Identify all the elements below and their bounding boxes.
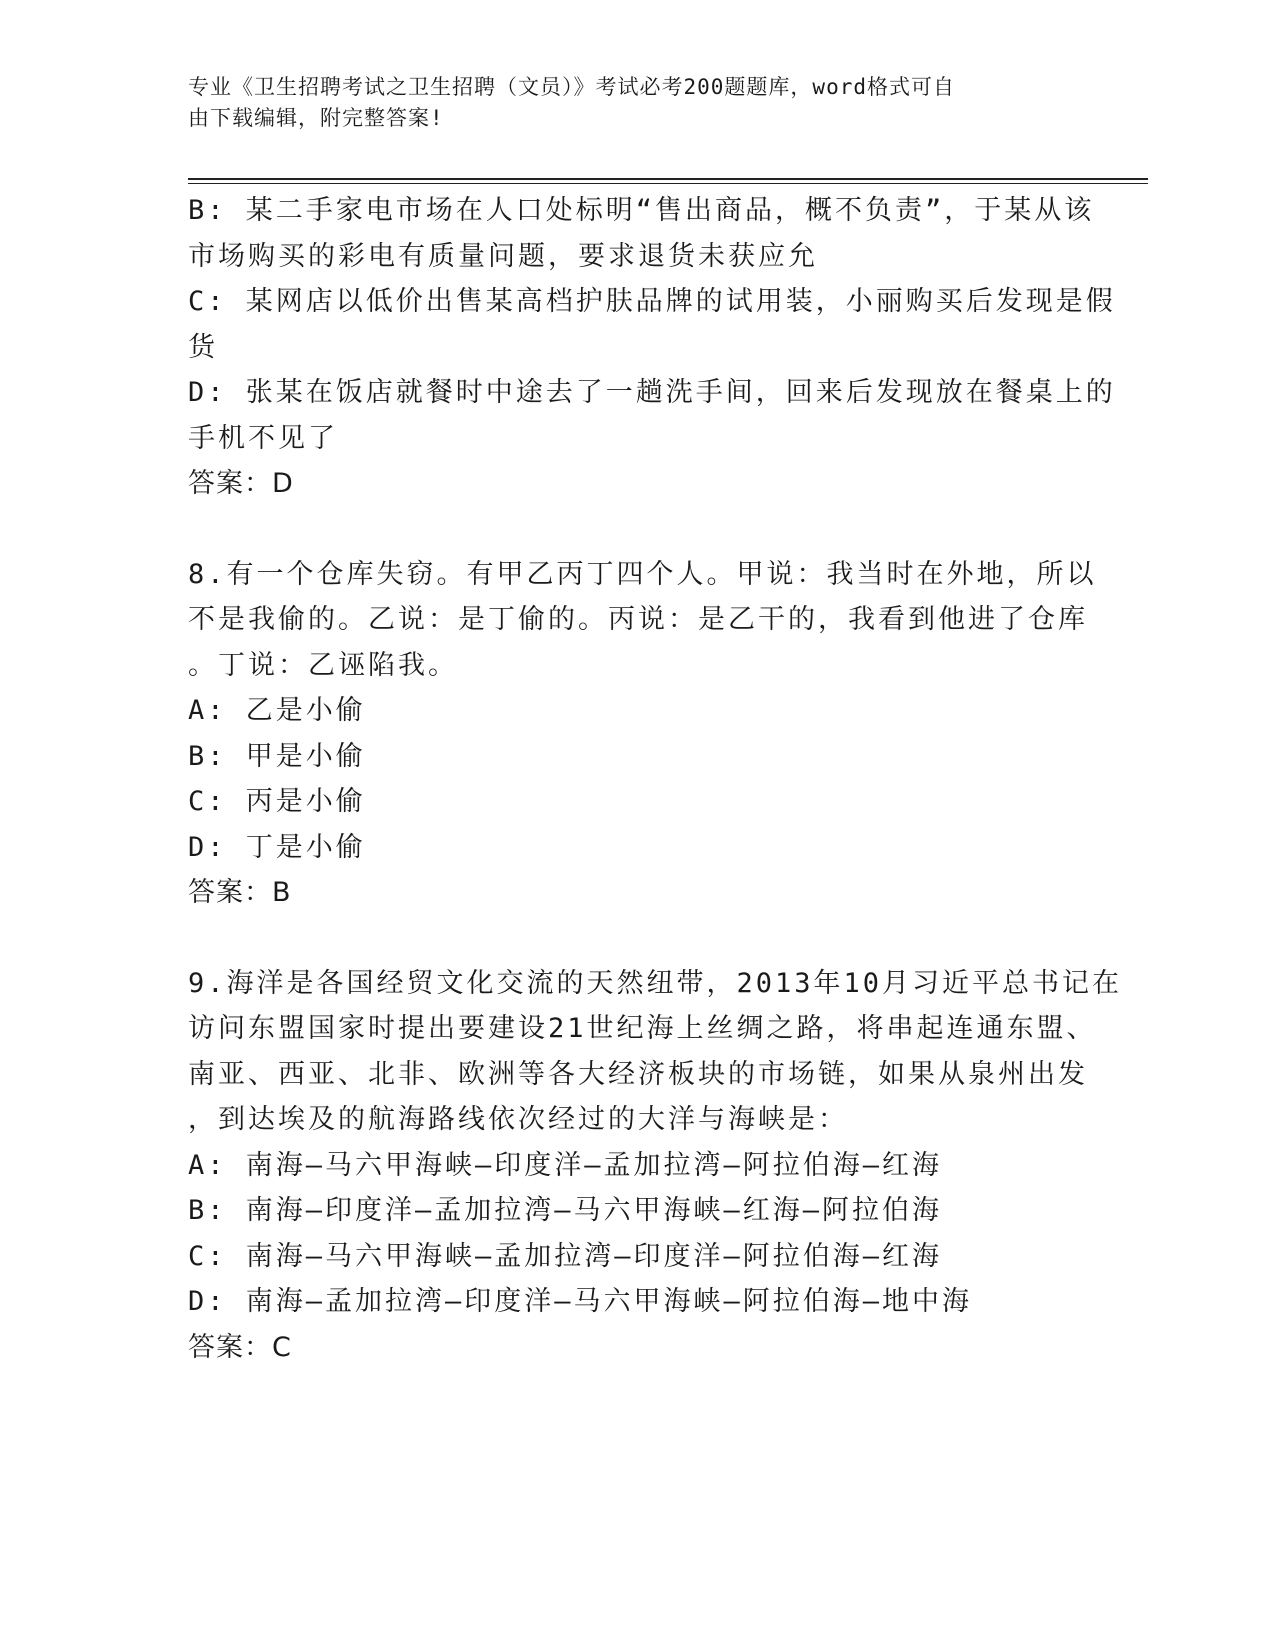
question-8-option-c: C: 丙是小偷 <box>188 786 366 817</box>
question-9-option-d: D: 南海—孟加拉湾—印度洋—马六甲海峡—阿拉伯海—地中海 <box>188 1286 973 1317</box>
question-9-option-c: C: 南海—马六甲海峡—孟加拉湾—印度洋—阿拉伯海—红海 <box>188 1240 943 1272</box>
question-8-stem-line-1: 8.有一个仓库失窃。有甲乙丙丁四个人。甲说：我当时在外地，所以 <box>188 558 1097 590</box>
header-divider-thin <box>188 183 1148 184</box>
header-line-2: 由下载编辑，附完整答案! <box>188 106 444 130</box>
question-8-stem-line-2: 不是我偷的。乙说：是丁偷的。丙说：是乙干的，我看到他进了仓库 <box>188 604 1088 635</box>
question-9-stem-line-4: ，到达埃及的航海路线依次经过的大洋与海峡是： <box>188 1104 848 1135</box>
question-8 <box>188 552 1097 916</box>
option-d-line-1: D: 张某在饭店就餐时中途去了一趟洗手间，回来后发现放在餐桌上的 <box>188 377 1116 408</box>
question-8-option-d: D: 丁是小偷 <box>188 831 366 863</box>
question-9-stem-line-1: 9.海洋是各国经贸文化交流的天然纽带，2013年10月习近平总书记在 <box>188 967 1123 999</box>
question-9-option-b: B: 南海—印度洋—孟加拉湾—马六甲海峡—红海—阿拉伯海 <box>188 1195 943 1226</box>
spacer <box>188 507 1088 552</box>
header-line-1: 专业《卫生招聘考试之卫生招聘（文员）》考试必考200题题库，word格式可自 <box>188 75 955 99</box>
option-c-line-2: 货 <box>188 331 218 363</box>
spacer <box>188 916 1088 961</box>
answer-7: 答案：D <box>188 468 294 499</box>
question-8-option-a: A: 乙是小偷 <box>188 695 366 726</box>
option-c-line-1: C: 某网店以低价出售某高档护肤品牌的试用装，小丽购买后发现是假 <box>188 286 1116 317</box>
option-b-line-2: 市场购买的彩电有质量问题，要求退货未获应允 <box>188 240 818 272</box>
option-b-line-1: B: 某二手家电市场在人口处标明“售出商品，概不负责”，于某从该 <box>188 195 1095 226</box>
question-7-continued <box>188 188 1116 507</box>
question-8-stem-line-3: 。丁说：乙诬陷我。 <box>188 649 458 681</box>
question-9-option-a: A: 南海—马六甲海峡—印度洋—孟加拉湾—阿拉伯海—红海 <box>188 1149 943 1181</box>
question-9-stem-line-2: 访问东盟国家时提出要建设21世纪海上丝绸之路，将串起连通东盟、 <box>188 1013 1097 1044</box>
header-divider-thick <box>188 178 1148 180</box>
document-body <box>188 188 1123 1370</box>
option-d-line-2: 手机不见了 <box>188 422 338 454</box>
answer-9: 答案：C <box>188 1331 292 1363</box>
question-9 <box>188 961 1123 1371</box>
question-8-option-b: B: 甲是小偷 <box>188 740 366 772</box>
document-header <box>188 72 1088 134</box>
question-9-stem-line-3: 南亚、西亚、北非、欧洲等各大经济板块的市场链，如果从泉州出发 <box>188 1058 1088 1090</box>
answer-8: 答案：B <box>188 877 292 908</box>
